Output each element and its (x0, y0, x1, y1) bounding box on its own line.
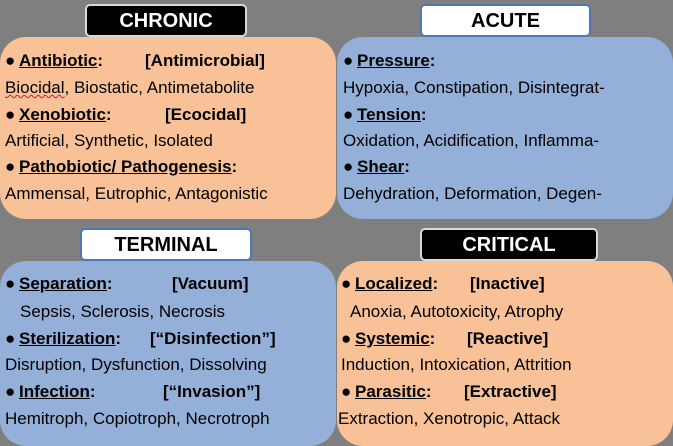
sterilization-term: Sterilization (19, 329, 116, 348)
antibiotic-heading (5, 51, 103, 71)
parasitic-term: Parasitic (355, 382, 426, 401)
xenobiotic-detail: Artificial, Synthetic, Isolated (5, 131, 213, 150)
sterilization-tag: [“Disinfection”] (150, 329, 276, 348)
bullet-icon: ● (341, 382, 352, 401)
localized-detail: Anoxia, Autotoxicity, Atrophy (350, 302, 564, 321)
xenobiotic-term: Xenobiotic (19, 105, 106, 124)
bullet-icon: ● (341, 274, 352, 293)
acute-title: ACUTE (420, 4, 591, 37)
bullet-icon: ● (5, 105, 16, 124)
critical-title: CRITICAL (420, 228, 598, 261)
antibiotic-term: Antibiotic (19, 51, 98, 70)
systemic-term: Systemic (355, 329, 430, 348)
localized-heading (341, 274, 438, 294)
antibiotic-detail (5, 78, 254, 98)
pathobiotic-term: Pathobiotic/ Pathogenesis (19, 157, 232, 176)
biocidal-word: Biocidal (5, 78, 65, 97)
sterilization-detail: Disruption, Dysfunction, Dissolving (5, 355, 267, 374)
shear-term: Shear (357, 157, 405, 176)
bullet-icon: ● (5, 157, 16, 176)
pressure-heading (343, 51, 435, 71)
parasitic-heading (341, 382, 432, 402)
infection-heading (5, 382, 96, 402)
localized-tag: [Inactive] (470, 274, 545, 293)
pressure-colon: : (429, 51, 436, 70)
bullet-icon: ● (341, 329, 352, 348)
antibiotic-colon: : (97, 51, 104, 70)
antibiotic-tag: [Antimicrobial] (145, 51, 265, 70)
shear-colon: : (404, 157, 410, 176)
systemic-detail: Induction, Intoxication, Attrition (341, 355, 572, 374)
bullet-icon: ● (5, 274, 16, 293)
localized-colon: : (432, 274, 439, 293)
bullet-icon: ● (343, 51, 354, 70)
xenobiotic-colon: : (105, 105, 112, 124)
sterilization-colon: : (115, 329, 122, 348)
shear-detail: Dehydration, Deformation, Degen- (343, 184, 602, 203)
infection-colon: : (89, 382, 96, 401)
tension-heading (343, 105, 427, 125)
pathobiotic-heading (5, 157, 237, 177)
antibiotic-detail-rest: , Biostatic, Antimetabolite (64, 78, 255, 97)
pressure-detail: Hypoxia, Constipation, Disintegrat- (343, 78, 605, 97)
separation-detail: Sepsis, Sclerosis, Necrosis (20, 302, 226, 321)
tension-detail: Oxidation, Acidification, Inflamma- (343, 131, 600, 150)
parasitic-detail: Extraction, Xenotropic, Attack (338, 409, 561, 428)
systemic-colon: : (429, 329, 436, 348)
infection-term: Infection (19, 382, 90, 401)
tension-term: Tension (357, 105, 421, 124)
parasitic-tag: [Extractive] (464, 382, 557, 401)
separation-heading (5, 274, 113, 294)
xenobiotic-heading (5, 105, 112, 125)
separation-tag: [Vacuum] (172, 274, 249, 293)
bullet-icon: ● (343, 157, 354, 176)
bullet-icon: ● (343, 105, 354, 124)
pathobiotic-colon: : (231, 157, 238, 176)
separation-colon: : (106, 274, 113, 293)
chronic-title: CHRONIC (85, 4, 247, 37)
pressure-term: Pressure (357, 51, 430, 70)
bullet-icon: ● (5, 329, 16, 348)
localized-term: Localized (355, 274, 433, 293)
bullet-icon: ● (5, 51, 16, 70)
parasitic-colon: : (425, 382, 432, 401)
infection-detail: Hemitroph, Copiotroph, Necrotroph (5, 409, 270, 428)
xenobiotic-tag: [Ecocidal] (165, 105, 247, 124)
infection-tag: [“Invasion”] (163, 382, 261, 401)
systemic-heading (341, 329, 435, 349)
separation-term: Separation (19, 274, 107, 293)
pathobiotic-detail: Ammensal, Eutrophic, Antagonistic (5, 184, 268, 203)
terminal-title: TERMINAL (80, 228, 252, 261)
sterilization-heading (5, 329, 121, 349)
shear-heading (343, 157, 410, 177)
tension-colon: : (420, 105, 427, 124)
systemic-tag: [Reactive] (467, 329, 549, 348)
bullet-icon: ● (5, 382, 16, 401)
